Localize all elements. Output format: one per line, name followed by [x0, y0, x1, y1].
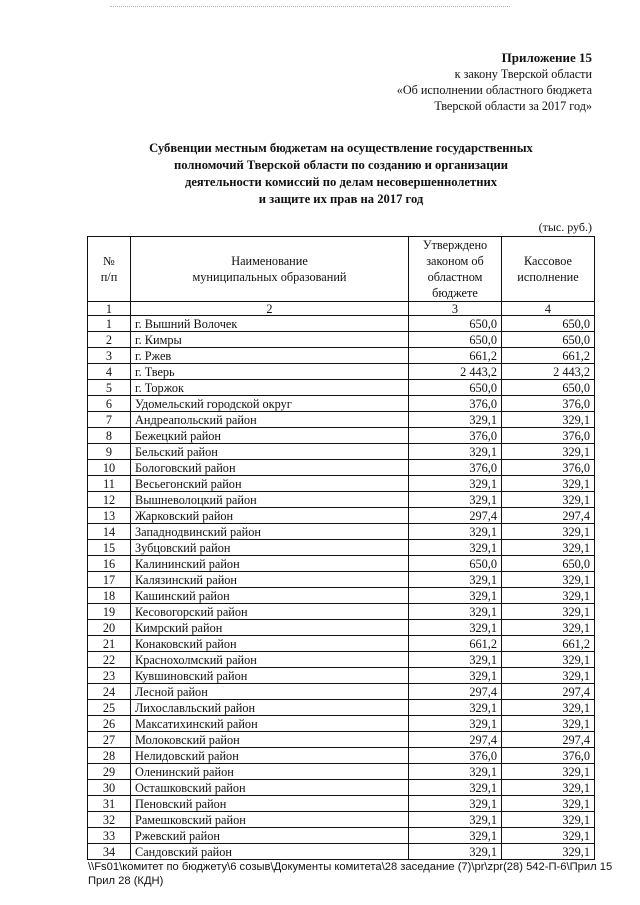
actual-amount-cell: 329,1 — [502, 476, 595, 492]
table-row — [88, 636, 595, 652]
municipality-cell: Бежецкий район — [131, 428, 409, 444]
row-number-cell: 32 — [88, 812, 131, 828]
approved-amount-cell: 376,0 — [409, 428, 502, 444]
row-number-cell: 10 — [88, 460, 131, 476]
table-row — [88, 620, 595, 636]
table-row — [88, 444, 595, 460]
actual-amount-cell: 329,1 — [502, 844, 595, 860]
approved-amount-cell: 329,1 — [409, 780, 502, 796]
row-number-cell: 17 — [88, 572, 131, 588]
approved-amount-cell: 329,1 — [409, 844, 502, 860]
title-line-2: полномочий Тверской области по созданию и организации — [173, 158, 509, 172]
municipality-cell: Кимрский район — [131, 620, 409, 636]
appendix-number: Приложение 15 — [501, 50, 592, 65]
actual-amount-cell: 329,1 — [502, 524, 595, 540]
actual-amount-cell: 329,1 — [502, 764, 595, 780]
table-row — [88, 396, 595, 412]
table-row — [88, 588, 595, 604]
table-row — [88, 684, 595, 700]
actual-amount-cell: 376,0 — [502, 460, 595, 476]
approved-amount-cell: 329,1 — [409, 652, 502, 668]
municipality-cell: Лесной район — [131, 684, 409, 700]
table-row — [88, 556, 595, 572]
row-number-cell: 6 — [88, 396, 131, 412]
approved-amount-cell: 650,0 — [409, 556, 502, 572]
table-row — [88, 748, 595, 764]
appendix-law-title-1: «Об исполнении областного бюджета — [396, 83, 592, 97]
approved-amount-cell: 650,0 — [409, 316, 502, 332]
table-row — [88, 316, 595, 332]
table-row — [88, 812, 595, 828]
municipality-cell: Сандовский район — [131, 844, 409, 860]
table-row — [88, 652, 595, 668]
table-row — [88, 540, 595, 556]
actual-amount-cell: 329,1 — [502, 796, 595, 812]
municipality-cell: г. Торжок — [131, 380, 409, 396]
approved-amount-cell: 376,0 — [409, 396, 502, 412]
actual-amount-cell: 329,1 — [502, 780, 595, 796]
row-number-cell: 29 — [88, 764, 131, 780]
row-number-cell: 20 — [88, 620, 131, 636]
municipality-cell: Калининский район — [131, 556, 409, 572]
municipality-cell: Краснохолмский район — [131, 652, 409, 668]
municipality-cell: Нелидовский район — [131, 748, 409, 764]
table-body — [88, 316, 595, 860]
approved-amount-cell: 297,4 — [409, 732, 502, 748]
approved-amount-cell: 297,4 — [409, 684, 502, 700]
municipality-cell: Зубцовский район — [131, 540, 409, 556]
municipality-cell: Калязинский район — [131, 572, 409, 588]
approved-amount-cell: 2 443,2 — [409, 364, 502, 380]
actual-amount-cell: 650,0 — [502, 380, 595, 396]
table-row — [88, 412, 595, 428]
table-row — [88, 428, 595, 444]
approved-amount-cell: 661,2 — [409, 636, 502, 652]
municipality-cell: Западнодвинский район — [131, 524, 409, 540]
table-row — [88, 716, 595, 732]
approved-amount-cell: 376,0 — [409, 748, 502, 764]
actual-amount-cell: 297,4 — [502, 684, 595, 700]
header-approved: Утверждено законом об областном бюджете — [409, 237, 502, 302]
table-row — [88, 508, 595, 524]
approved-amount-cell: 650,0 — [409, 380, 502, 396]
table-row — [88, 524, 595, 540]
row-number-cell: 14 — [88, 524, 131, 540]
row-number-cell: 27 — [88, 732, 131, 748]
municipality-cell: Андреапольский район — [131, 412, 409, 428]
approved-amount-cell: 329,1 — [409, 444, 502, 460]
row-number-cell: 18 — [88, 588, 131, 604]
table-row — [88, 700, 595, 716]
table-row — [88, 780, 595, 796]
table-header-row — [88, 237, 595, 302]
actual-amount-cell: 297,4 — [502, 508, 595, 524]
row-number-cell: 13 — [88, 508, 131, 524]
approved-amount-cell: 329,1 — [409, 764, 502, 780]
row-number-cell: 23 — [88, 668, 131, 684]
approved-amount-cell: 329,1 — [409, 828, 502, 844]
row-number-cell: 19 — [88, 604, 131, 620]
header-municipality: Наименование муниципальных образований — [131, 237, 409, 302]
approved-amount-cell: 329,1 — [409, 812, 502, 828]
appendix-law-ref: к закону Тверской области — [454, 67, 592, 81]
table-row — [88, 492, 595, 508]
row-number-cell: 22 — [88, 652, 131, 668]
appendix-law-title-2: Тверской области за 2017 год» — [434, 99, 592, 113]
municipality-cell: Весьегонский район — [131, 476, 409, 492]
actual-amount-cell: 329,1 — [502, 540, 595, 556]
table-row — [88, 828, 595, 844]
actual-amount-cell: 329,1 — [502, 700, 595, 716]
table-row — [88, 732, 595, 748]
row-number-cell: 33 — [88, 828, 131, 844]
actual-amount-cell: 329,1 — [502, 412, 595, 428]
approved-amount-cell: 329,1 — [409, 796, 502, 812]
table-row — [88, 572, 595, 588]
approved-amount-cell: 329,1 — [409, 476, 502, 492]
table-row — [88, 796, 595, 812]
municipality-cell: Максатихинский район — [131, 716, 409, 732]
row-number-cell: 3 — [88, 348, 131, 364]
table-column-numbers-row — [88, 302, 595, 316]
column-number-1: 1 — [88, 302, 131, 316]
approved-amount-cell: 650,0 — [409, 332, 502, 348]
actual-amount-cell: 650,0 — [502, 316, 595, 332]
file-path-line-2: Прил 28 (КДН) — [88, 875, 164, 887]
actual-amount-cell: 650,0 — [502, 332, 595, 348]
table-row — [88, 380, 595, 396]
row-number-cell: 8 — [88, 428, 131, 444]
actual-amount-cell: 329,1 — [502, 828, 595, 844]
row-number-cell: 4 — [88, 364, 131, 380]
row-number-cell: 11 — [88, 476, 131, 492]
row-number-cell: 21 — [88, 636, 131, 652]
row-number-cell: 15 — [88, 540, 131, 556]
row-number-cell: 31 — [88, 796, 131, 812]
municipality-cell: г. Тверь — [131, 364, 409, 380]
actual-amount-cell: 650,0 — [502, 556, 595, 572]
file-path-footer — [88, 860, 612, 888]
title-line-1: Субвенции местным бюджетам на осуществление государственных — [149, 141, 533, 155]
column-number-3: 3 — [409, 302, 502, 316]
actual-amount-cell: 329,1 — [502, 812, 595, 828]
file-path-line-1: \\Fs01\комитет по бюджету\6 созыв\Документы комитета\28 заседание (7)\pr\zpr(28) 542-П-6\Прил 15 — [88, 861, 613, 873]
actual-amount-cell: 661,2 — [502, 348, 595, 364]
municipality-cell: Конаковский район — [131, 636, 409, 652]
approved-amount-cell: 376,0 — [409, 460, 502, 476]
column-number-2: 2 — [131, 302, 409, 316]
table-row — [88, 764, 595, 780]
municipality-cell: г. Вышний Волочек — [131, 316, 409, 332]
municipality-cell: Рамешковский район — [131, 812, 409, 828]
table-row — [88, 332, 595, 348]
table-row — [88, 364, 595, 380]
table-row — [88, 476, 595, 492]
actual-amount-cell: 329,1 — [502, 572, 595, 588]
document-title — [110, 140, 572, 208]
actual-amount-cell: 2 443,2 — [502, 364, 595, 380]
row-number-cell: 1 — [88, 316, 131, 332]
actual-amount-cell: 329,1 — [502, 444, 595, 460]
municipality-cell: Жарковский район — [131, 508, 409, 524]
municipality-cell: Кувшиновский район — [131, 668, 409, 684]
approved-amount-cell: 329,1 — [409, 524, 502, 540]
actual-amount-cell: 329,1 — [502, 668, 595, 684]
actual-amount-cell: 376,0 — [502, 428, 595, 444]
table-row — [88, 460, 595, 476]
appendix-header — [397, 50, 592, 114]
row-number-cell: 34 — [88, 844, 131, 860]
header-actual: Кассовое исполнение — [502, 237, 595, 302]
row-number-cell: 2 — [88, 332, 131, 348]
table-row — [88, 604, 595, 620]
units-label: (тыс. руб.) — [538, 220, 592, 234]
actual-amount-cell: 329,1 — [502, 588, 595, 604]
row-number-cell: 26 — [88, 716, 131, 732]
approved-amount-cell: 329,1 — [409, 492, 502, 508]
row-number-cell: 12 — [88, 492, 131, 508]
row-number-cell: 9 — [88, 444, 131, 460]
title-line-4: и защите их прав на 2017 год — [258, 192, 424, 206]
municipality-cell: Осташковский район — [131, 780, 409, 796]
actual-amount-cell: 376,0 — [502, 748, 595, 764]
municipality-cell: Молоковский район — [131, 732, 409, 748]
title-line-3: деятельности комиссий по делам несовершеннолетних — [184, 175, 498, 189]
actual-amount-cell: 376,0 — [502, 396, 595, 412]
approved-amount-cell: 329,1 — [409, 540, 502, 556]
row-number-cell: 24 — [88, 684, 131, 700]
municipality-cell: Лихославльский район — [131, 700, 409, 716]
subsidy-table — [87, 236, 595, 860]
approved-amount-cell: 661,2 — [409, 348, 502, 364]
approved-amount-cell: 329,1 — [409, 716, 502, 732]
approved-amount-cell: 329,1 — [409, 572, 502, 588]
approved-amount-cell: 329,1 — [409, 668, 502, 684]
municipality-cell: Кесовогорский район — [131, 604, 409, 620]
row-number-cell: 16 — [88, 556, 131, 572]
row-number-cell: 28 — [88, 748, 131, 764]
column-number-4: 4 — [502, 302, 595, 316]
municipality-cell: г. Ржев — [131, 348, 409, 364]
municipality-cell: Оленинский район — [131, 764, 409, 780]
approved-amount-cell: 329,1 — [409, 412, 502, 428]
municipality-cell: Пеновский район — [131, 796, 409, 812]
approved-amount-cell: 329,1 — [409, 604, 502, 620]
row-number-cell: 7 — [88, 412, 131, 428]
table-row — [88, 348, 595, 364]
scan-header-line — [110, 6, 510, 7]
actual-amount-cell: 329,1 — [502, 492, 595, 508]
municipality-cell: г. Кимры — [131, 332, 409, 348]
row-number-cell: 5 — [88, 380, 131, 396]
municipality-cell: Бельский район — [131, 444, 409, 460]
municipality-cell: Удомельский городской округ — [131, 396, 409, 412]
actual-amount-cell: 329,1 — [502, 652, 595, 668]
approved-amount-cell: 329,1 — [409, 620, 502, 636]
actual-amount-cell: 297,4 — [502, 732, 595, 748]
actual-amount-cell: 329,1 — [502, 620, 595, 636]
table-row — [88, 668, 595, 684]
row-number-cell: 25 — [88, 700, 131, 716]
actual-amount-cell: 329,1 — [502, 716, 595, 732]
municipality-cell: Ржевский район — [131, 828, 409, 844]
municipality-cell: Вышневолоцкий район — [131, 492, 409, 508]
municipality-cell: Бологовский район — [131, 460, 409, 476]
actual-amount-cell: 661,2 — [502, 636, 595, 652]
approved-amount-cell: 297,4 — [409, 508, 502, 524]
header-row-number: № п/п — [88, 237, 131, 302]
approved-amount-cell: 329,1 — [409, 588, 502, 604]
table-row — [88, 844, 595, 860]
row-number-cell: 30 — [88, 780, 131, 796]
municipality-cell: Кашинский район — [131, 588, 409, 604]
approved-amount-cell: 329,1 — [409, 700, 502, 716]
actual-amount-cell: 329,1 — [502, 604, 595, 620]
